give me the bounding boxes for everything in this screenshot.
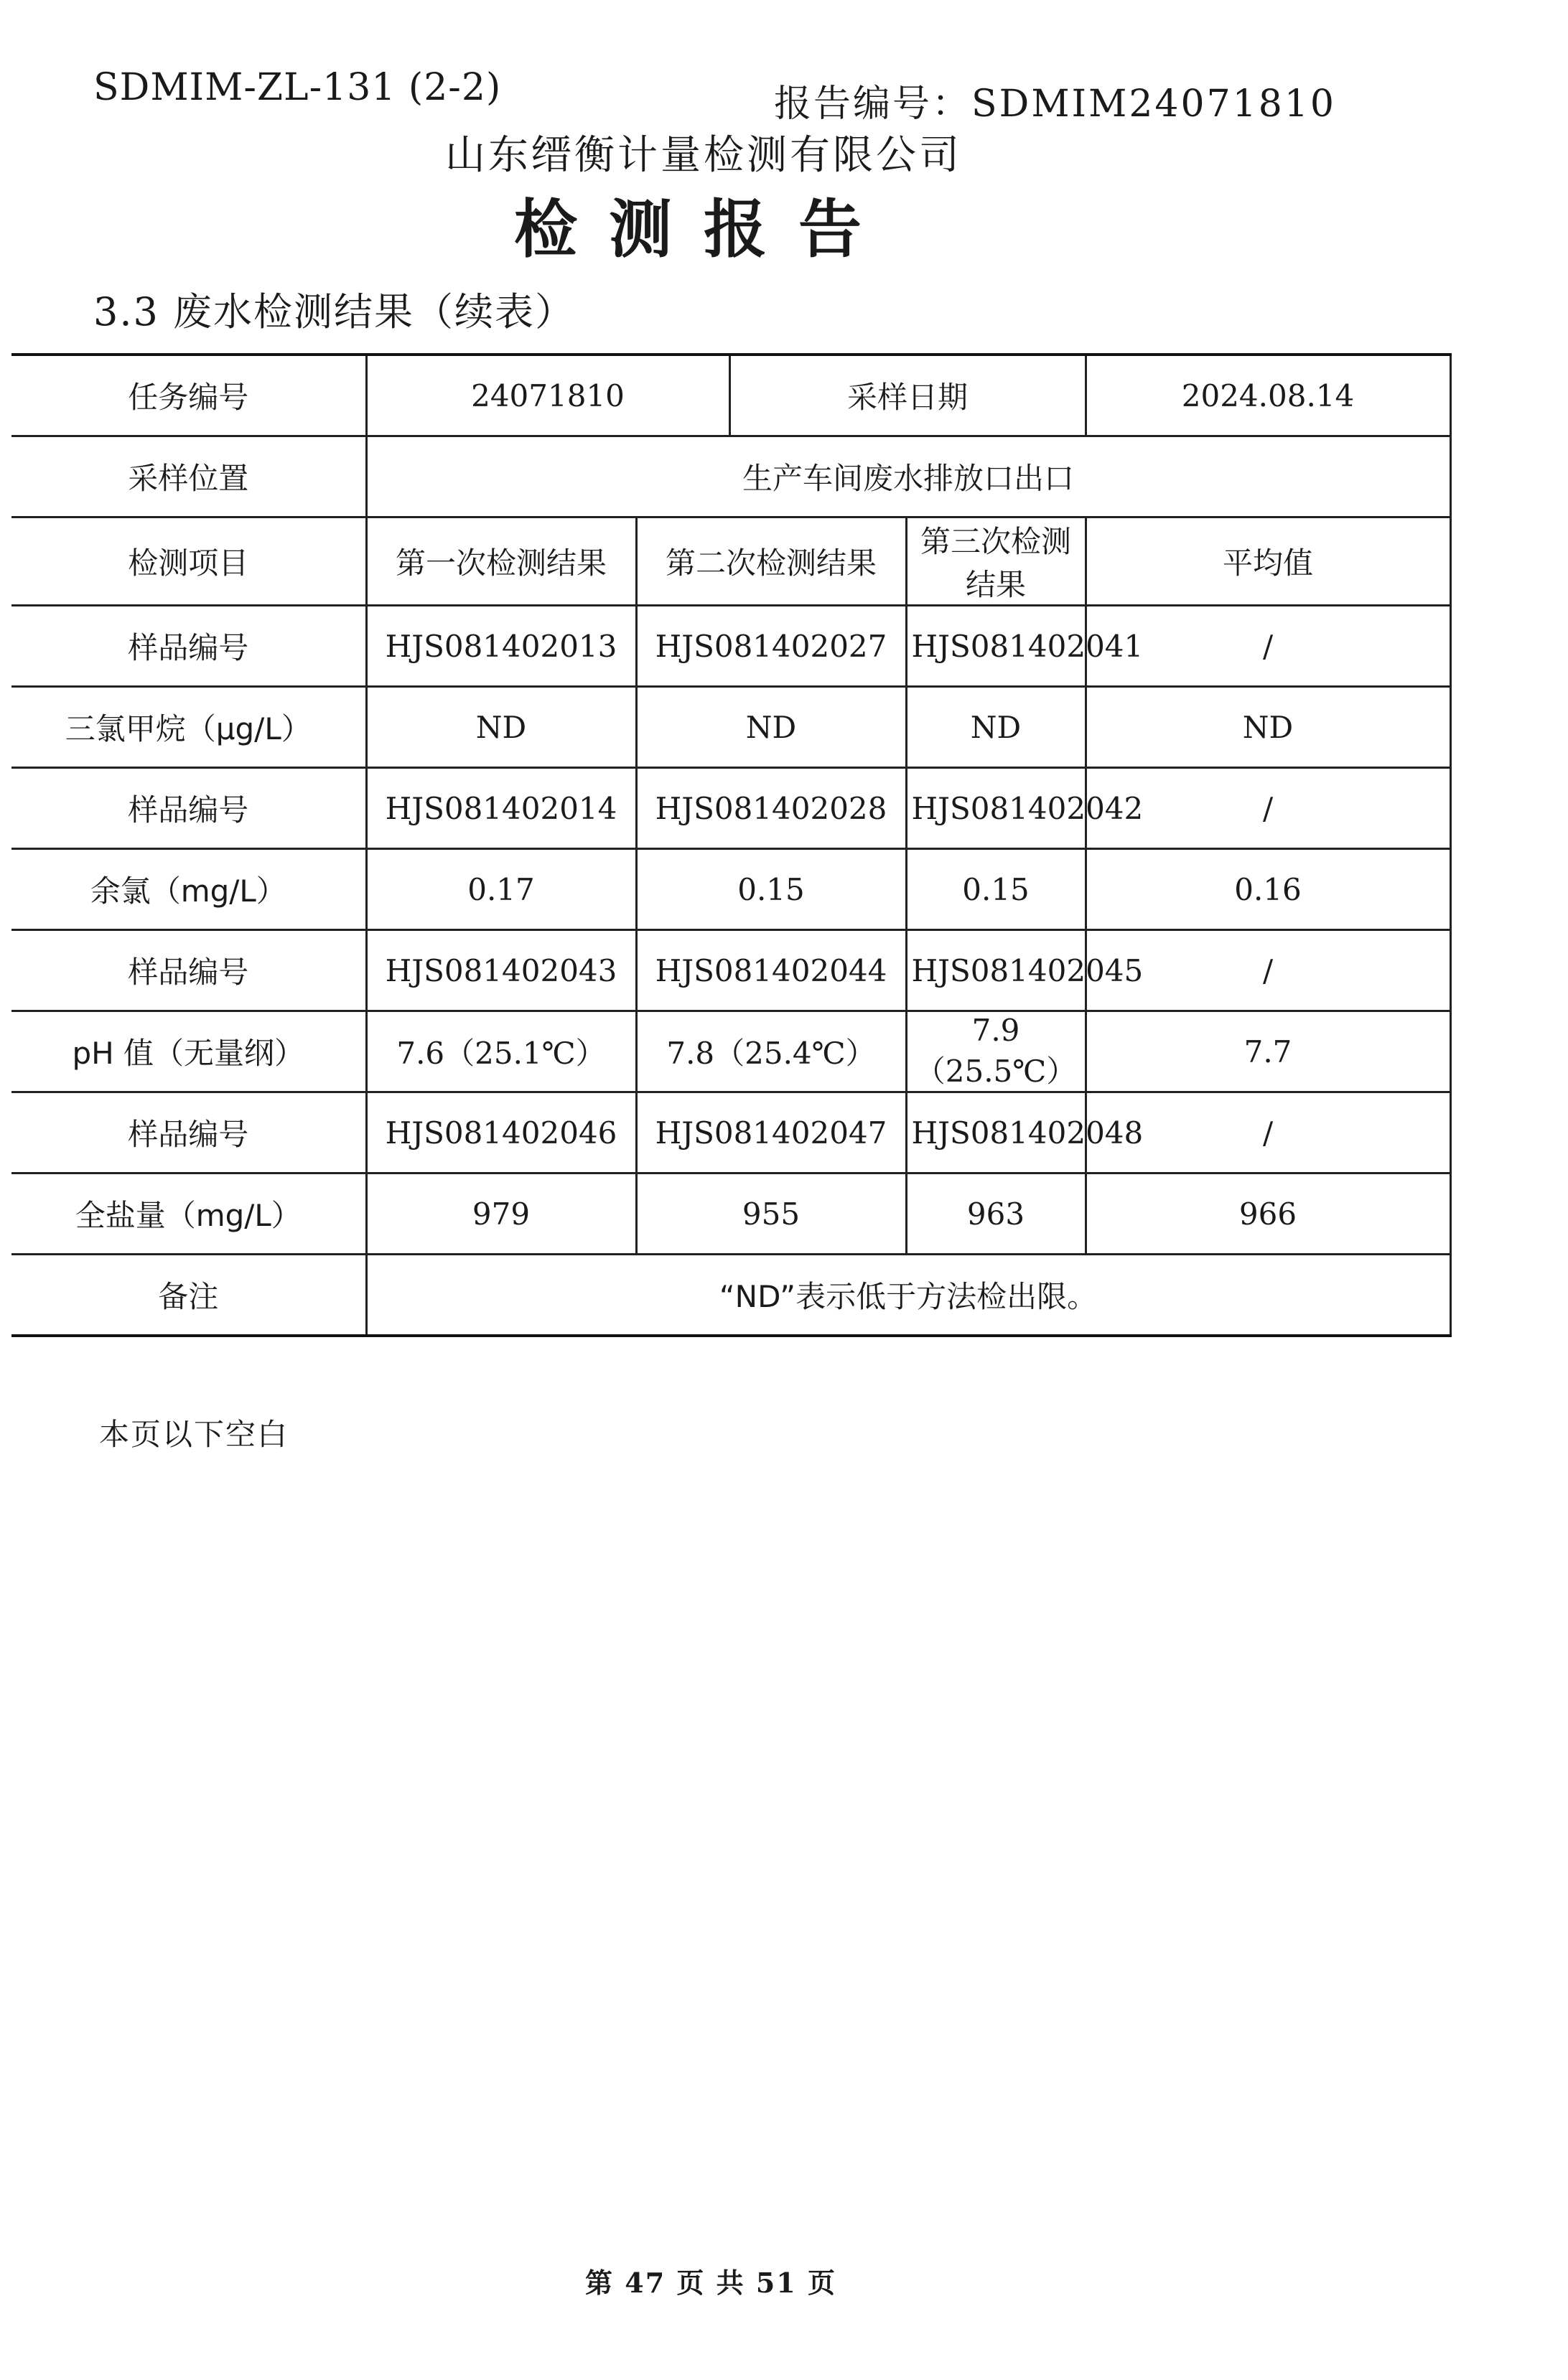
company-name: 山东缙衡计量检测有限公司	[445, 132, 962, 179]
row-label: 余氯（mg/L）	[11, 849, 366, 930]
row-label: 三氯甲烷（μg/L）	[11, 687, 366, 768]
remark-text: “ND”表示低于方法检出限。	[366, 1255, 1450, 1336]
row-label: 样品编号	[11, 768, 366, 849]
table-cell: HJS081402048	[906, 1092, 1086, 1173]
table-cell: /	[1086, 606, 1450, 687]
table-cell: 955	[636, 1173, 906, 1255]
column-header: 检测项目	[11, 517, 366, 606]
table-cell: 966	[1086, 1173, 1450, 1255]
table-cell: 0.15	[636, 849, 906, 930]
table-cell: HJS081402047	[636, 1092, 906, 1173]
row-label: 样品编号	[11, 606, 366, 687]
wastewater-results-table	[11, 353, 1452, 1337]
table-cell: HJS081402042	[906, 768, 1086, 849]
table-cell: HJS081402044	[636, 930, 906, 1011]
report-title: 检测报告	[513, 192, 893, 266]
table-cell: HJS081402014	[366, 768, 636, 849]
table-cell: 979	[366, 1173, 636, 1255]
column-header: 第一次检测结果	[366, 517, 636, 606]
table-cell: /	[1086, 930, 1450, 1011]
table-cell: 0.17	[366, 849, 636, 930]
table-cell: HJS081402027	[636, 606, 906, 687]
page-number: 第 47 页 共 51 页	[585, 2267, 836, 2299]
remark-row	[11, 1255, 1450, 1336]
table-cell: HJS081402028	[636, 768, 906, 849]
column-header: 平均值	[1086, 517, 1450, 606]
document-code: SDMIM-ZL-131 (2-2)	[93, 66, 502, 109]
table-cell: 963	[906, 1173, 1086, 1255]
table-row	[11, 1092, 1450, 1173]
table-cell: 0.15	[906, 849, 1086, 930]
row-label: 全盐量（mg/L）	[11, 1173, 366, 1255]
row-label: 样品编号	[11, 930, 366, 1011]
table-row	[11, 849, 1450, 930]
column-header: 第三次检测结果	[906, 517, 1086, 606]
report-number: 报告编号：SDMIM24071810	[774, 83, 1337, 126]
row-label: 样品编号	[11, 1092, 366, 1173]
table-cell: 7.9（25.5℃）	[906, 1011, 1086, 1092]
table-row	[11, 768, 1450, 849]
table-row	[11, 1011, 1450, 1092]
table-row	[11, 606, 1450, 687]
table-cell: /	[1086, 768, 1450, 849]
task-no-label: 任务编号	[11, 355, 366, 436]
location-label: 采样位置	[11, 436, 366, 517]
blank-page-note: 本页以下空白	[99, 1417, 289, 1452]
table-cell: HJS081402041	[906, 606, 1086, 687]
table-cell: ND	[906, 687, 1086, 768]
table-cell: 7.7	[1086, 1011, 1450, 1092]
task-no-value: 24071810	[366, 355, 729, 436]
table-cell: HJS081402043	[366, 930, 636, 1011]
table-cell: ND	[366, 687, 636, 768]
remark-label: 备注	[11, 1255, 366, 1336]
table-cell: /	[1086, 1092, 1450, 1173]
row-label: pH 值（无量纲）	[11, 1011, 366, 1092]
column-header-row	[11, 517, 1450, 606]
column-header: 第二次检测结果	[636, 517, 906, 606]
table-cell: ND	[1086, 687, 1450, 768]
table-row	[11, 687, 1450, 768]
table-cell: HJS081402013	[366, 606, 636, 687]
table-cell: HJS081402046	[366, 1092, 636, 1173]
task-info-row	[11, 355, 1450, 436]
table-cell: ND	[636, 687, 906, 768]
location-value: 生产车间废水排放口出口	[366, 436, 1450, 517]
table-cell: HJS081402045	[906, 930, 1086, 1011]
table-cell: 7.6（25.1℃）	[366, 1011, 636, 1092]
section-title: 3.3 废水检测结果（续表）	[93, 289, 576, 334]
sample-date-label: 采样日期	[729, 355, 1086, 436]
sample-date-value: 2024.08.14	[1086, 355, 1450, 436]
table-cell: 7.8（25.4℃）	[636, 1011, 906, 1092]
table-row	[11, 930, 1450, 1011]
table-cell: 0.16	[1086, 849, 1450, 930]
location-row	[11, 436, 1450, 517]
table-row	[11, 1173, 1450, 1255]
